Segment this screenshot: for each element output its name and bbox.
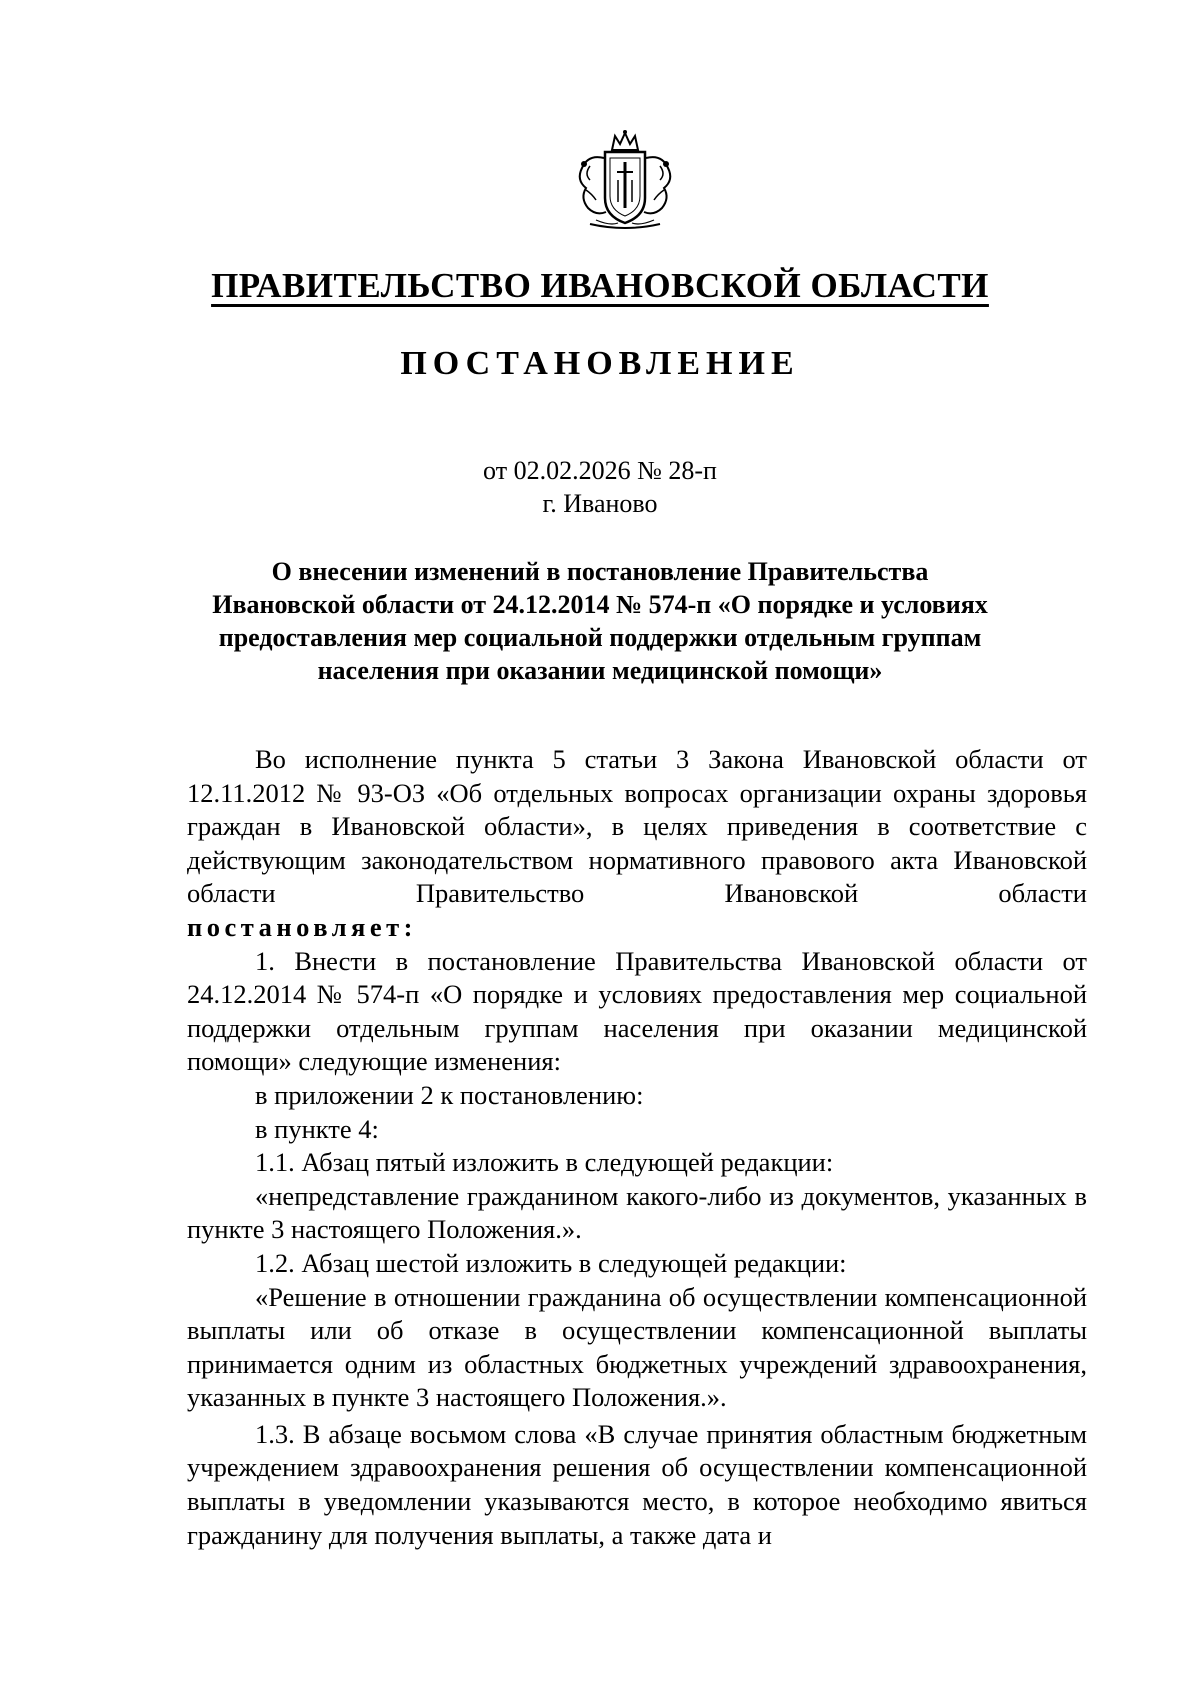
paragraph-1-1: 1.1. Абзац пятый изложить в следующей редакции: (255, 1147, 834, 1178)
preamble-paragraph: Во исполнение пункта 5 статьи 3 Закона Ивановской области от 12.11.2012 № 93-ОЗ «Об отдельных вопросах организации охраны здоровья граждан в Ивановской области», в целях приведения в соответствие с действующим законодательством нормативного правового акта Ивановской области Правительство Ивановской области (187, 744, 1087, 909)
paragraph-1: 1. Внести в постановление Правительства Ивановской области от 24.12.2014 № 574-п «О порядке и условиях предоставления мер социальной поддержки отдельным группам населения при оказании медицинской помощи» следующие изменения: (187, 945, 1087, 1077)
government-title: ПРАВИТЕЛЬСТВО ИВАНОВСКОЙ ОБЛАСТИ (211, 266, 989, 305)
document-subject (150, 555, 1050, 687)
paragraph-annex: в приложении 2 к постановлению: (255, 1079, 644, 1110)
date-number: от 02.02.2026 № 28-п (483, 456, 717, 485)
resolves-word: постановляет: (187, 911, 417, 942)
subject-line: предоставления мер социальной поддержки отдельным группам (218, 623, 982, 652)
paragraph-1-2: 1.2. Абзац шестой изложить в следующей редакции: (255, 1247, 847, 1278)
city: г. Иваново (542, 489, 658, 518)
paragraph-1-1-text: «непредставление гражданином какого-либо из документов, указанных в пункте 3 настоящего Положения.». (187, 1180, 1087, 1245)
document-type: ПОСТАНОВЛЕНИЕ (400, 345, 800, 382)
subject-line: О внесении изменений в постановление Правительства (271, 557, 929, 586)
subject-line: Ивановской области от 24.12.2014 № 574-п «О порядке и условиях (212, 590, 988, 619)
paragraph-1-3: 1.3. В абзаце восьмом слова «В случае принятия областным бюджетным учреждением здравоохранения решения об осуществлении компенсационной выплаты в уведомлении указываются место, в которое необходимо явиться гражданину для получения выплаты, а также дата и (187, 1418, 1087, 1550)
document-body (187, 743, 1087, 1552)
paragraph-1-2-text: «Решение в отношении гражданина об осуществлении компенсационной выплаты или об отказе в осуществлении компенсационной выплаты принимается одним из областных бюджетных учреждений здравоохранения, указанных в пункте 3 настоящего Положения.». (187, 1281, 1087, 1413)
paragraph-point: в пункте 4: (255, 1113, 379, 1144)
subject-line: населения при оказании медицинской помощи» (317, 656, 883, 685)
coat-of-arms-icon (560, 128, 690, 233)
